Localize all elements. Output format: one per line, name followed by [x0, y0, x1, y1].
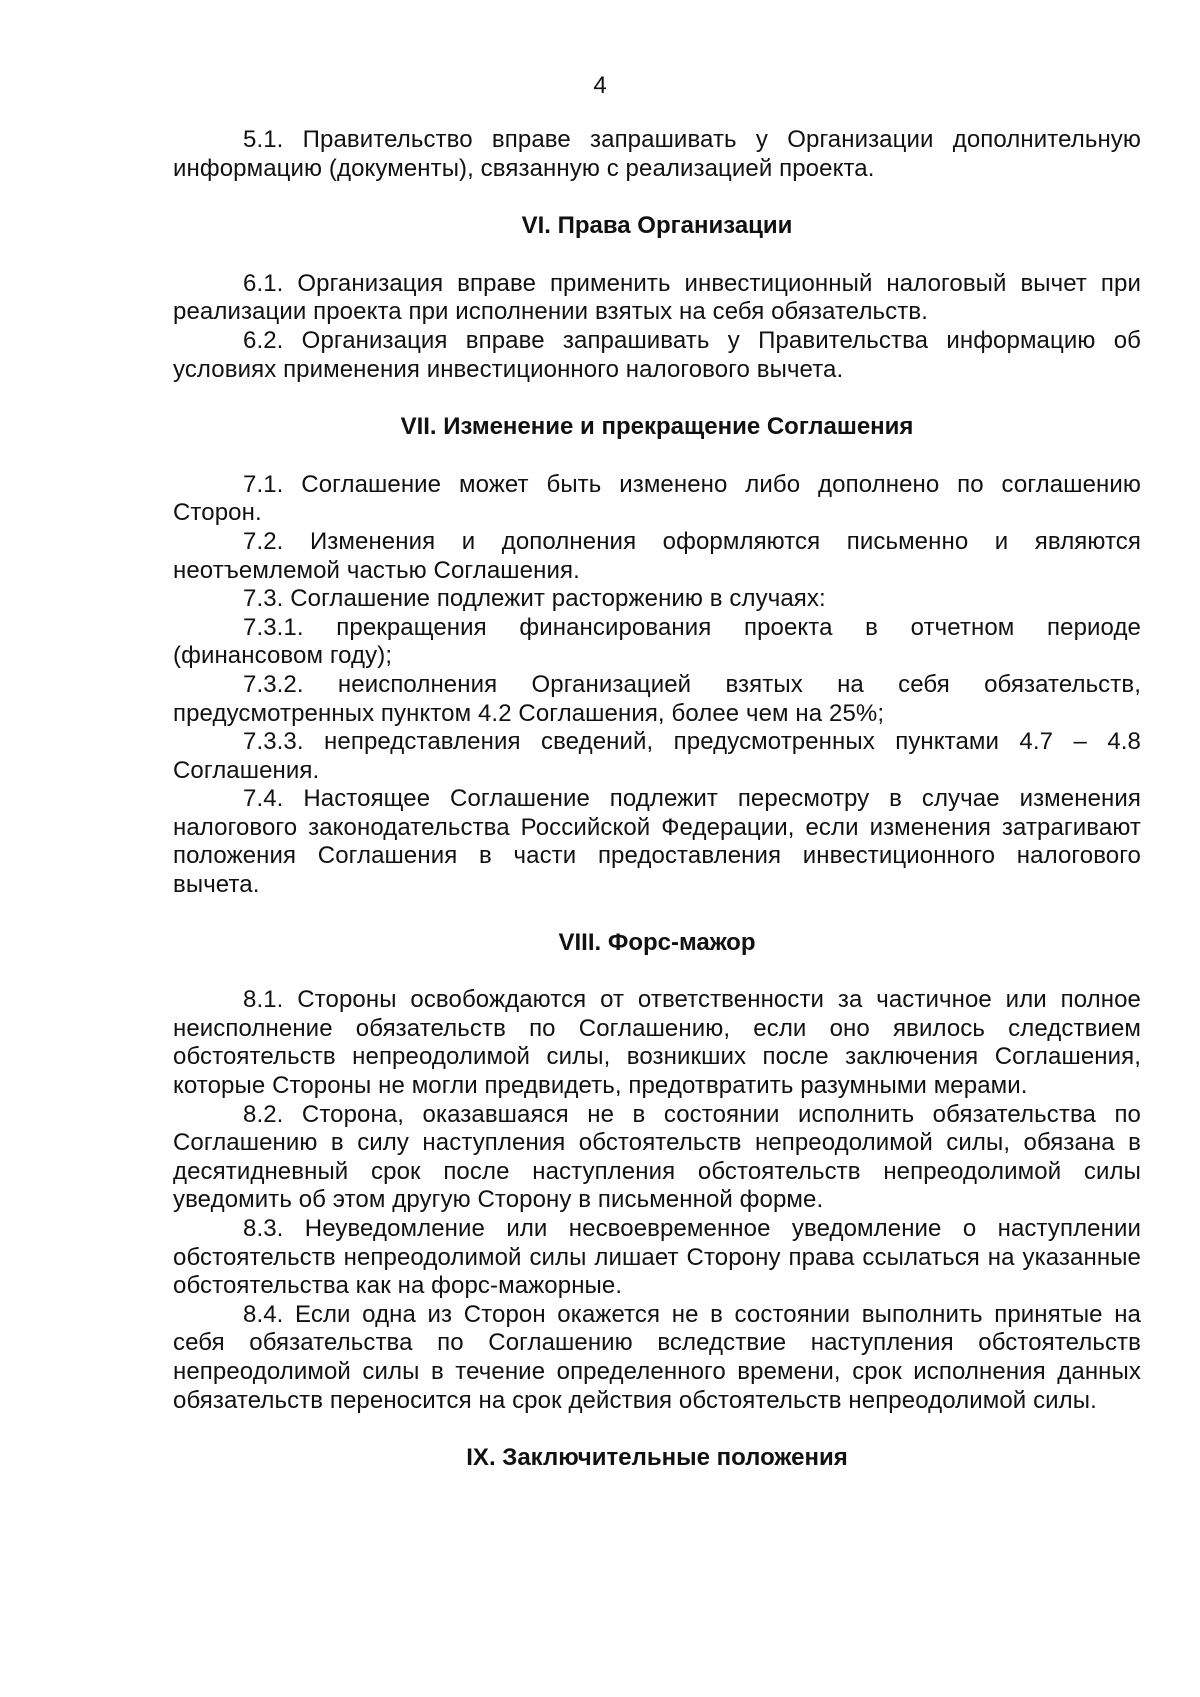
paragraph-7-1: 7.1. Соглашение может быть изменено либо дополнено по соглашению Сторон. [173, 470, 1141, 527]
paragraph-8-2: 8.2. Сторона, оказавшаяся не в состоянии исполнить обязательства по Соглашению в силу наступления обстоятельств непреодолимой силы, обязана в десятидневный срок после наступления обстоятельств непреодолимой силы уведомить об этом другую Сторону в письменной форме. [173, 1100, 1141, 1214]
section-heading-vi: VI. Права Организации [521, 212, 793, 240]
paragraph-7-3-1: 7.3.1. прекращения финансирования проекта в отчетном периоде (финансовом году); [173, 613, 1141, 670]
document-body [173, 126, 1141, 1473]
paragraph-7-3-2: 7.3.2. неисполнения Организацией взятых на себя обязательств, предусмотренных пунктом 4.2 Соглашения, более чем на 25%; [173, 670, 1141, 727]
paragraph-8-1: 8.1. Стороны освобождаются от ответственности за частичное или полное неисполнение обязательств по Соглашению, если оно явилось следствием обстоятельств непреодолимой силы, возникших после заключения Соглашения, которые Стороны не могли предвидеть, предотвратить разумными мерами. [173, 986, 1141, 1100]
paragraph-5-1: 5.1. Правительство вправе запрашивать у Организации дополнительную информацию (документы), связанную с реализацией проекта. [173, 126, 1141, 182]
paragraph-7-4: 7.4. Настоящее Соглашение подлежит пересмотру в случае изменения налогового законодательства Российской Федерации, если изменения затрагивают положения Соглашения в части предоставления инвестиционного налогового вычета. [173, 785, 1141, 899]
section-heading-ix: IX. Заключительные положения [466, 1444, 848, 1472]
section-heading-viii: VIII. Форс-мажор [558, 928, 756, 956]
paragraph-7-3: 7.3. Соглашение подлежит расторжению в случаях: [243, 585, 826, 613]
paragraph-6-2: 6.2. Организация вправе запрашивать у Правительства информацию об условиях применения инвестиционного налогового вычета. [173, 326, 1141, 383]
paragraph-6-1: 6.1. Организация вправе применить инвестиционный налоговый вычет при реализации проекта при исполнении взятых на себя обязательств. [173, 269, 1141, 326]
paragraph-8-3: 8.3. Неуведомление или несвоевременное уведомление о наступлении обстоятельств непреодолимой силы лишает Сторону права ссылаться на указанные обстоятельства как на форс-мажорные. [173, 1215, 1141, 1300]
section-heading-vii: VII. Изменение и прекращение Соглашения [400, 413, 914, 441]
page-number: 4 [593, 72, 607, 99]
paragraph-7-3-3: 7.3.3. непредставления сведений, предусмотренных пунктами 4.7 – 4.8 Соглашения. [173, 728, 1141, 784]
paragraph-8-4: 8.4. Если одна из Сторон окажется не в состоянии выполнить принятые на себя обязательства по Соглашению вследствие наступления обстоятельств непреодолимой силы в течение определенного времени, срок исполнения данных обязательств переносится на срок действия обстоятельств непреодолимой силы. [173, 1300, 1141, 1414]
paragraph-7-2: 7.2. Изменения и дополнения оформляются письменно и являются неотъемлемой частью Соглашения. [173, 527, 1141, 584]
